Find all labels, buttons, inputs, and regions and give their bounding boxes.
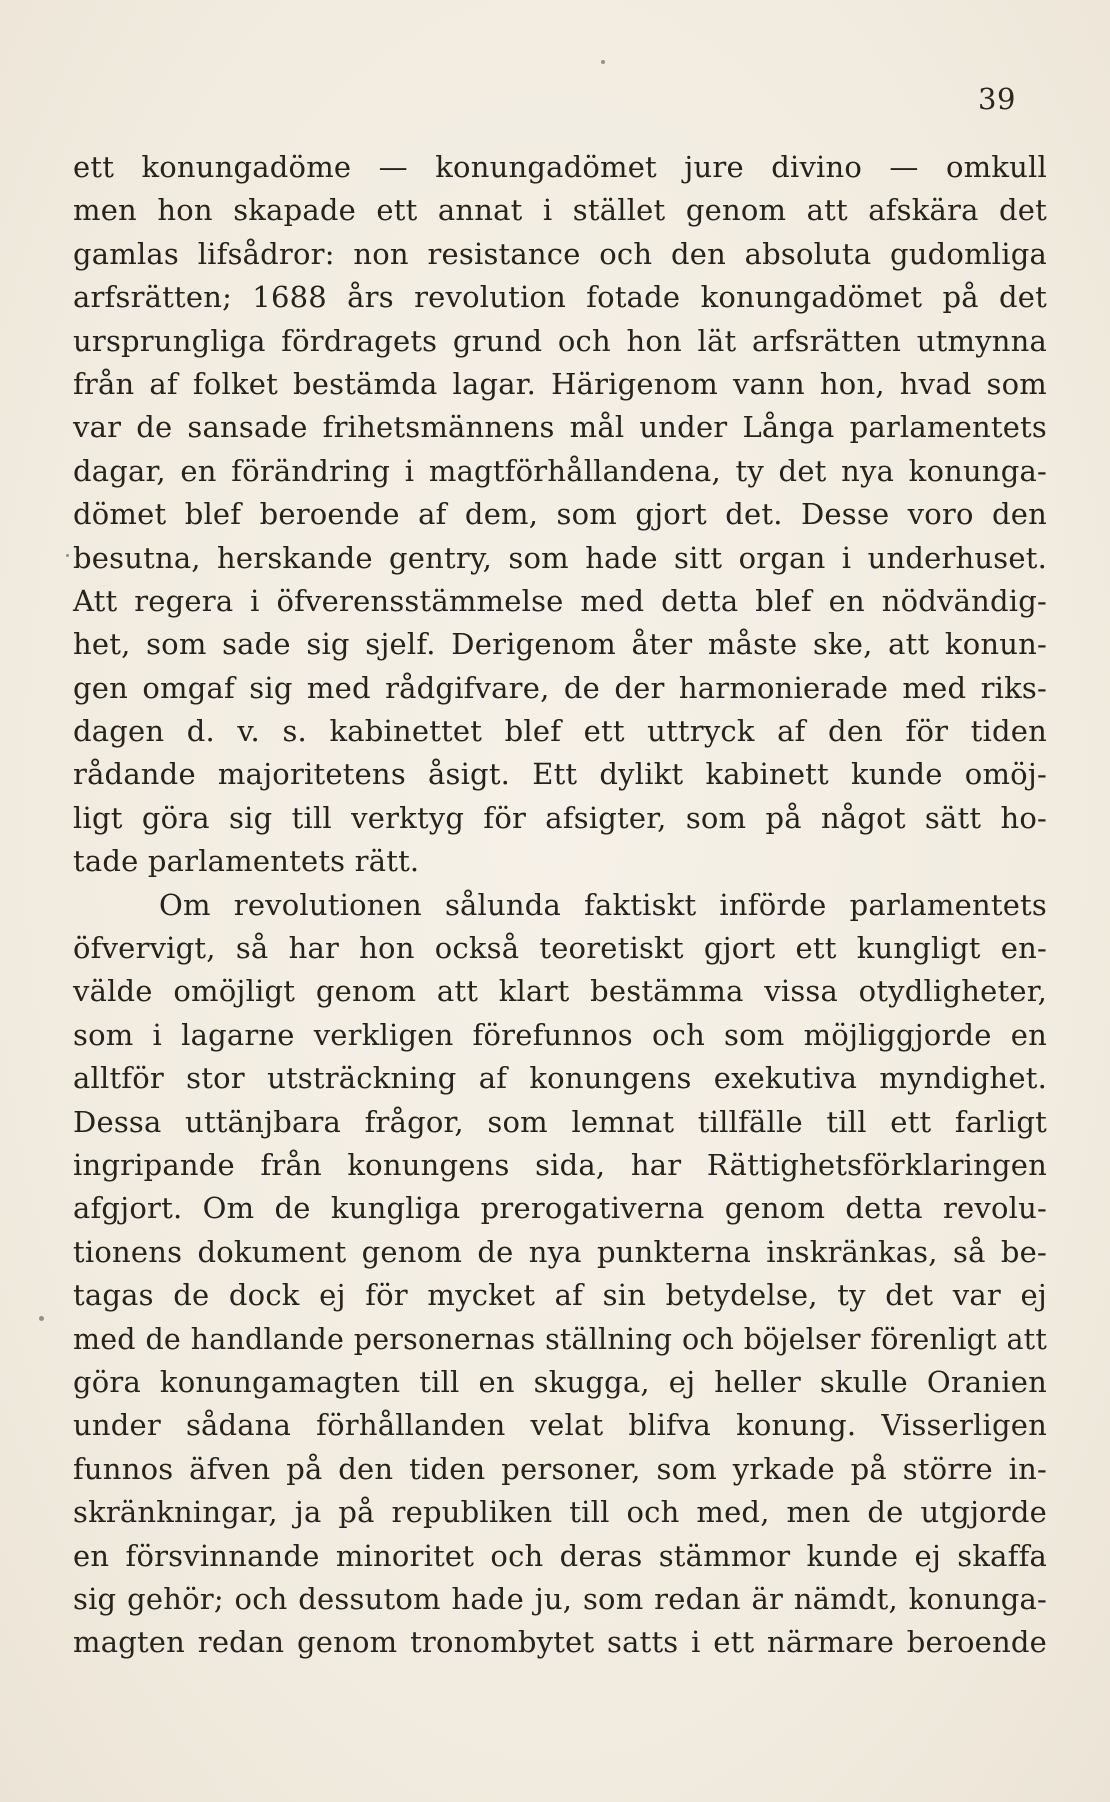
- text-line: tagas de dock ej för mycket af sin betydelse, ty det var ej: [73, 1278, 1047, 1313]
- text-line: ett konungadöme — konungadömet jure divino — omkull: [73, 150, 1047, 184]
- text-line: tionens dokument genom de nya punkterna inskränkas, så be-: [73, 1234, 1047, 1269]
- text-line: som i lagarne verkligen förefunnos och som möjliggjorde en: [73, 1017, 1047, 1052]
- text-line: ligt göra sig till verktyg för afsigter, som på något sätt ho-: [73, 800, 1047, 835]
- text-line: Att regera i öfverensstämmelse med detta blef en nödvändig-: [73, 583, 1047, 618]
- text-line: öfvervigt, så har hon också teoretiskt gjort ett kungligt en-: [73, 931, 1047, 966]
- text-line: men hon skapade ett annat i stället genom att afskära det: [73, 193, 1047, 228]
- paper-speck: [39, 1316, 44, 1321]
- text-line: var de sansade frihetsmännens mål under Långa parlamentets: [73, 410, 1047, 445]
- text-line: dagen d. v. s. kabinettet blef ett uttryck af den för tiden: [73, 714, 1047, 749]
- text-line: med de handlande personernas ställning och böjelser förenligt att: [73, 1322, 1047, 1356]
- text-line: besutna, herskande gentry, som hade sitt organ i underhuset.: [73, 540, 1047, 575]
- text-line: alltför stor utsträckning af konungens exekutiva myndighet.: [73, 1061, 1047, 1096]
- text-line: välde omöjligt genom att klart bestämma vissa otydligheter,: [73, 974, 1047, 1009]
- text-line: sig gehör; och dessutom hade ju, som redan är nämdt, konunga-: [73, 1581, 1047, 1616]
- text-line: under sådana förhållanden velat blifva konung. Visserligen: [73, 1408, 1047, 1443]
- text-line: gen omgaf sig med rådgifvare, de der harmonierade med riks-: [73, 670, 1047, 705]
- text-line: ursprungliga fördragets grund och hon lät arfsrätten utmynna: [73, 323, 1047, 358]
- text-line: från af folket bestämda lagar. Härigenom vann hon, hvad som: [73, 366, 1047, 401]
- body-text: [73, 146, 1047, 1665]
- text-line: arfsrätten; 1688 års revolution fotade konungadömet på det: [73, 280, 1047, 315]
- text-line: rådande majoritetens åsigt. Ett dylikt kabinett kunde omöj-: [73, 757, 1047, 792]
- paper-speck: [66, 554, 69, 557]
- text-line: en försvinnande minoritet och deras stämmor kunde ej skaffa: [73, 1538, 1047, 1573]
- text-line: afgjort. Om de kungliga prerogativerna genom detta revolu-: [73, 1191, 1047, 1226]
- paragraph-start-line: Om revolutionen sålunda faktiskt införde parlamentets: [159, 887, 1047, 922]
- text-line: dömet blef beroende af dem, som gjort det. Desse voro den: [73, 497, 1047, 532]
- paper-speck: [601, 60, 605, 64]
- text-line: gamlas lifsådror: non resistance och den absoluta gudomliga: [73, 236, 1047, 271]
- paragraph-end-line: tade parlamentets rätt.: [73, 844, 420, 879]
- text-line: göra konungamagten till en skugga, ej heller skulle Oranien: [73, 1364, 1047, 1399]
- text-line: funnos äfven på den tiden personer, som yrkade på större in-: [73, 1451, 1047, 1486]
- page-number: 39: [978, 82, 1016, 116]
- text-line: magten redan genom tronombytet satts i ett närmare beroende: [73, 1625, 1047, 1660]
- text-line: het, som sade sig sjelf. Derigenom åter måste ske, att konun-: [73, 627, 1047, 662]
- text-line: skränkningar, ja på republiken till och med, men de utgjorde: [73, 1495, 1047, 1530]
- text-line: ingripande från konungens sida, har Rättighetsförklaringen: [73, 1147, 1047, 1182]
- text-line: Dessa uttänjbara frågor, som lemnat tillfälle till ett farligt: [73, 1104, 1047, 1139]
- text-line: dagar, en förändring i magtförhållandena, ty det nya konunga-: [73, 453, 1047, 488]
